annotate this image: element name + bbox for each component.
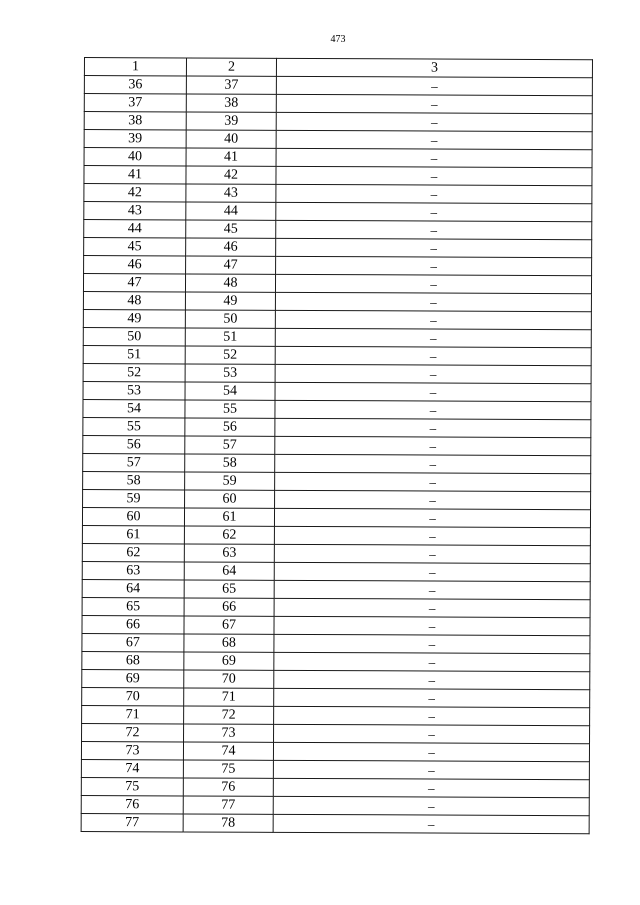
table-row: [82, 561, 590, 581]
table-cell-col-2: 55: [185, 400, 275, 418]
table-cell-col-1: 44: [84, 220, 186, 238]
table-cell-col-2: 69: [184, 652, 274, 670]
table-row: [84, 220, 592, 240]
table-cell-col-3: –: [276, 184, 592, 203]
table-cell-col-1: 67: [82, 633, 184, 651]
table-cell-col-1: 42: [84, 184, 186, 202]
table-cell-col-3: –: [274, 598, 590, 617]
table-row: [81, 741, 589, 761]
table-row: [82, 669, 590, 689]
table-cell-col-1: 76: [81, 795, 183, 813]
table-row: [84, 94, 592, 114]
table-cell-col-1: 51: [83, 345, 185, 363]
table-cell-col-3: –: [276, 238, 592, 257]
table-cell-col-3: –: [275, 292, 591, 311]
table-cell-col-2: 41: [186, 148, 276, 166]
table-cell-col-1: 57: [83, 453, 185, 471]
table-row: [83, 435, 591, 455]
table-cell-col-3: –: [273, 796, 589, 815]
table-cell-col-3: –: [275, 418, 591, 437]
table-cell-col-3: –: [274, 526, 590, 545]
table-cell-col-1: 69: [82, 669, 184, 687]
table-cell-col-1: 39: [84, 130, 186, 148]
table-row: [84, 184, 592, 204]
column-header-3: 3: [276, 58, 592, 77]
table-row: [82, 687, 590, 707]
table-cell-col-1: 71: [82, 705, 184, 723]
table-cell-col-2: 63: [184, 544, 274, 562]
table-row: [82, 705, 590, 725]
table-cell-col-2: 37: [186, 76, 276, 94]
table-row: [84, 256, 592, 276]
table-row: [84, 130, 592, 150]
table-cell-col-2: 47: [186, 256, 276, 274]
table-row: [81, 813, 589, 833]
table-cell-col-2: 38: [186, 94, 276, 112]
table-cell-col-2: 42: [186, 166, 276, 184]
table-cell-col-1: 68: [82, 651, 184, 669]
table-cell-col-3: –: [274, 706, 590, 725]
table-cell-col-3: –: [275, 310, 591, 329]
table-row: [84, 76, 592, 96]
table-cell-col-2: 71: [184, 688, 274, 706]
table-cell-col-3: –: [275, 382, 591, 401]
table-cell-col-1: 36: [84, 76, 186, 94]
table-cell-col-1: 48: [83, 291, 185, 309]
table-cell-col-3: –: [276, 94, 592, 113]
table-cell-col-1: 38: [84, 112, 186, 130]
table-cell-col-2: 44: [186, 202, 276, 220]
table-cell-col-1: 74: [81, 759, 183, 777]
table-cell-col-3: –: [273, 814, 589, 833]
table-cell-col-1: 50: [83, 327, 185, 345]
table-row: [81, 759, 589, 779]
table-row: [84, 112, 592, 132]
table-cell-col-2: 56: [185, 418, 275, 436]
table-header-row: [84, 58, 592, 78]
table-cell-col-3: –: [275, 328, 591, 347]
table-cell-col-3: –: [276, 130, 592, 149]
table-cell-col-2: 43: [186, 184, 276, 202]
table-cell-col-2: 54: [185, 382, 275, 400]
table-cell-col-1: 70: [82, 687, 184, 705]
table-row: [83, 453, 591, 473]
table-cell-col-3: –: [275, 346, 591, 365]
table-cell-col-3: –: [274, 724, 590, 743]
table-cell-col-3: –: [275, 400, 591, 419]
table-cell-col-2: 59: [185, 472, 275, 490]
table-cell-col-3: –: [275, 472, 591, 491]
table-cell-col-1: 45: [84, 238, 186, 256]
table-cell-col-2: 53: [185, 364, 275, 382]
table-cell-col-1: 54: [83, 399, 185, 417]
table-cell-col-2: 72: [184, 706, 274, 724]
table-row: [83, 399, 591, 419]
table-cell-col-1: 61: [82, 525, 184, 543]
table-cell-col-2: 78: [183, 814, 273, 832]
table-row: [83, 345, 591, 365]
table-cell-col-2: 48: [185, 274, 275, 292]
table-cell-col-2: 50: [185, 310, 275, 328]
table-row: [84, 166, 592, 186]
table-cell-col-2: 65: [184, 580, 274, 598]
column-header-2: 2: [186, 58, 276, 76]
table-row: [84, 238, 592, 258]
table-cell-col-2: 51: [185, 328, 275, 346]
table-cell-col-3: –: [275, 490, 591, 509]
table-cell-col-3: –: [275, 364, 591, 383]
table-cell-col-1: 40: [84, 148, 186, 166]
table-cell-col-3: –: [274, 616, 590, 635]
table-row: [83, 489, 591, 509]
table-cell-col-1: 63: [82, 561, 184, 579]
table-cell-col-3: –: [276, 256, 592, 275]
data-table: [81, 57, 593, 834]
table-cell-col-2: 52: [185, 346, 275, 364]
table-cell-col-3: –: [273, 742, 589, 761]
table-cell-col-3: –: [274, 580, 590, 599]
table-cell-col-2: 57: [185, 436, 275, 454]
table-cell-col-1: 59: [83, 489, 185, 507]
table-cell-col-2: 40: [186, 130, 276, 148]
page-number: 473: [330, 34, 346, 45]
table-row: [82, 597, 590, 617]
table-cell-col-3: –: [274, 688, 590, 707]
table-cell-col-3: –: [274, 652, 590, 671]
table-cell-col-2: 73: [184, 724, 274, 742]
table-row: [82, 651, 590, 671]
table-cell-col-3: –: [273, 760, 589, 779]
table-cell-col-3: –: [276, 148, 592, 167]
table-cell-col-1: 60: [82, 507, 184, 525]
table-cell-col-3: –: [274, 544, 590, 563]
table-cell-col-1: 55: [83, 417, 185, 435]
table-cell-col-1: 73: [81, 741, 183, 759]
table-row: [83, 471, 591, 491]
table-row: [82, 723, 590, 743]
table-row: [83, 381, 591, 401]
table-cell-col-3: –: [276, 220, 592, 239]
table-cell-col-3: –: [274, 562, 590, 581]
table-cell-col-1: 52: [83, 363, 185, 381]
table-row: [83, 417, 591, 437]
table-cell-col-2: 67: [184, 616, 274, 634]
table-cell-col-1: 72: [82, 723, 184, 741]
table-cell-col-2: 58: [185, 454, 275, 472]
table-row: [82, 615, 590, 635]
table-cell-col-3: –: [273, 778, 589, 797]
table-cell-col-3: –: [275, 274, 591, 293]
table-cell-col-2: 61: [184, 508, 274, 526]
table-cell-col-1: 64: [82, 579, 184, 597]
table-cell-col-1: 41: [84, 166, 186, 184]
table-cell-col-1: 66: [82, 615, 184, 633]
table-row: [84, 202, 592, 222]
table-body: [81, 76, 592, 834]
table-row: [81, 777, 589, 797]
table-cell-col-1: 77: [81, 813, 183, 831]
table-row: [82, 633, 590, 653]
table-cell-col-2: 49: [185, 292, 275, 310]
table-cell-col-2: 62: [184, 526, 274, 544]
table-cell-col-2: 39: [186, 112, 276, 130]
table-cell-col-2: 74: [183, 742, 273, 760]
table-cell-col-1: 56: [83, 435, 185, 453]
table-row: [82, 543, 590, 563]
table-cell-col-2: 77: [183, 796, 273, 814]
table-row: [84, 148, 592, 168]
table-cell-col-1: 43: [84, 202, 186, 220]
table-row: [83, 363, 591, 383]
table-cell-col-3: –: [275, 436, 591, 455]
table-cell-col-3: –: [274, 508, 590, 527]
table-row: [83, 274, 591, 294]
table-cell-col-1: 58: [83, 471, 185, 489]
table-cell-col-3: –: [275, 454, 591, 473]
table-cell-col-1: 65: [82, 597, 184, 615]
table-row: [82, 579, 590, 599]
table-cell-col-1: 47: [83, 274, 185, 292]
table-row: [82, 507, 590, 527]
table-cell-col-3: –: [276, 166, 592, 185]
table-cell-col-1: 53: [83, 381, 185, 399]
table-cell-col-3: –: [276, 202, 592, 221]
table-cell-col-1: 46: [84, 256, 186, 274]
table-cell-col-1: 75: [81, 777, 183, 795]
table-cell-col-3: –: [274, 634, 590, 653]
table-row: [83, 309, 591, 329]
table-row: [83, 291, 591, 311]
table-cell-col-1: 62: [82, 543, 184, 561]
table-cell-col-1: 37: [84, 94, 186, 112]
table-cell-col-1: 49: [83, 309, 185, 327]
table-row: [82, 525, 590, 545]
table-cell-col-2: 75: [183, 760, 273, 778]
table-cell-col-2: 70: [184, 670, 274, 688]
table-cell-col-2: 68: [184, 634, 274, 652]
table-cell-col-2: 66: [184, 598, 274, 616]
table-row: [83, 327, 591, 347]
table-cell-col-2: 46: [186, 238, 276, 256]
table-cell-col-3: –: [274, 670, 590, 689]
table-cell-col-2: 64: [184, 562, 274, 580]
table-cell-col-2: 76: [183, 778, 273, 796]
table-row: [81, 795, 589, 815]
table-cell-col-3: –: [276, 76, 592, 95]
table-cell-col-2: 60: [185, 490, 275, 508]
table-cell-col-3: –: [276, 112, 592, 131]
table-cell-col-2: 45: [186, 220, 276, 238]
column-header-1: 1: [84, 58, 186, 76]
